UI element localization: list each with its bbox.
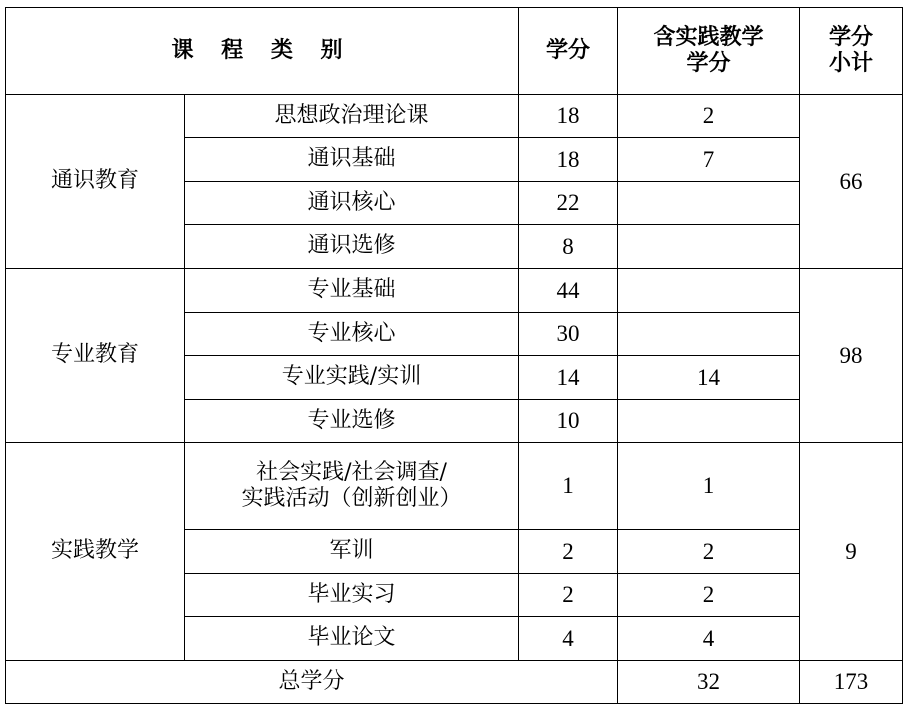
course-practice-credits bbox=[618, 182, 800, 225]
course-credits: 18 bbox=[519, 138, 618, 182]
course-practice-credits: 2 bbox=[618, 95, 800, 138]
header-practice-credits bbox=[618, 8, 800, 95]
course-name: 专业选修 bbox=[185, 400, 519, 443]
course-practice-credits bbox=[618, 225, 800, 269]
course-name: 专业基础 bbox=[185, 269, 519, 313]
total-row bbox=[6, 661, 903, 704]
course-name: 通识核心 bbox=[185, 182, 519, 225]
course-practice-credits: 1 bbox=[618, 443, 800, 530]
header-subtotal-line1: 学分 bbox=[829, 24, 874, 50]
group-subtotal: 98 bbox=[800, 269, 903, 443]
course-practice-credits bbox=[618, 313, 800, 356]
table-row bbox=[6, 269, 903, 313]
header-practice-credits-line2: 学分 bbox=[686, 51, 731, 76]
table-row bbox=[6, 443, 903, 530]
group-name: 实践教学 bbox=[6, 443, 185, 661]
header-practice-credits-line1: 含实践教学 bbox=[653, 24, 764, 50]
course-credits: 14 bbox=[519, 356, 618, 400]
group-subtotal: 9 bbox=[800, 443, 903, 661]
course-credits: 4 bbox=[519, 617, 618, 661]
header-course-category-label: 课 程 类 别 bbox=[171, 37, 353, 63]
header-course-category bbox=[6, 8, 519, 95]
course-name: 毕业实习 bbox=[185, 574, 519, 617]
course-name: 军训 bbox=[185, 530, 519, 574]
course-name: 通识基础 bbox=[185, 138, 519, 182]
total-subtotal: 173 bbox=[800, 661, 903, 704]
group-subtotal: 66 bbox=[800, 95, 903, 269]
course-practice-credits bbox=[618, 269, 800, 313]
course-name-line1: 社会实践/社会调查/ bbox=[256, 459, 447, 485]
total-practice-credits: 32 bbox=[618, 661, 800, 704]
course-name: 毕业论文 bbox=[185, 617, 519, 661]
credit-table bbox=[5, 7, 903, 704]
course-practice-credits bbox=[618, 400, 800, 443]
course-credits: 22 bbox=[519, 182, 618, 225]
course-name-line2: 实践活动（创新创业） bbox=[241, 486, 462, 511]
course-name bbox=[185, 443, 519, 530]
course-practice-credits: 2 bbox=[618, 574, 800, 617]
course-practice-credits: 14 bbox=[618, 356, 800, 400]
group-name: 通识教育 bbox=[6, 95, 185, 269]
course-practice-credits: 4 bbox=[618, 617, 800, 661]
course-credits: 8 bbox=[519, 225, 618, 269]
course-practice-credits: 2 bbox=[618, 530, 800, 574]
course-credits: 18 bbox=[519, 95, 618, 138]
course-name: 通识选修 bbox=[185, 225, 519, 269]
table-row bbox=[6, 95, 903, 138]
course-credits: 1 bbox=[519, 443, 618, 530]
total-label: 总学分 bbox=[6, 661, 618, 704]
header-subtotal bbox=[800, 8, 903, 95]
group-name: 专业教育 bbox=[6, 269, 185, 443]
course-credits: 2 bbox=[519, 530, 618, 574]
course-credits: 2 bbox=[519, 574, 618, 617]
course-name: 专业实践/实训 bbox=[185, 356, 519, 400]
course-credits: 30 bbox=[519, 313, 618, 356]
course-name: 思想政治理论课 bbox=[185, 95, 519, 138]
course-credits: 44 bbox=[519, 269, 618, 313]
course-credits: 10 bbox=[519, 400, 618, 443]
header-row bbox=[6, 8, 903, 95]
header-credits: 学分 bbox=[519, 8, 618, 95]
header-subtotal-line2: 小计 bbox=[829, 51, 874, 76]
course-practice-credits: 7 bbox=[618, 138, 800, 182]
course-name: 专业核心 bbox=[185, 313, 519, 356]
